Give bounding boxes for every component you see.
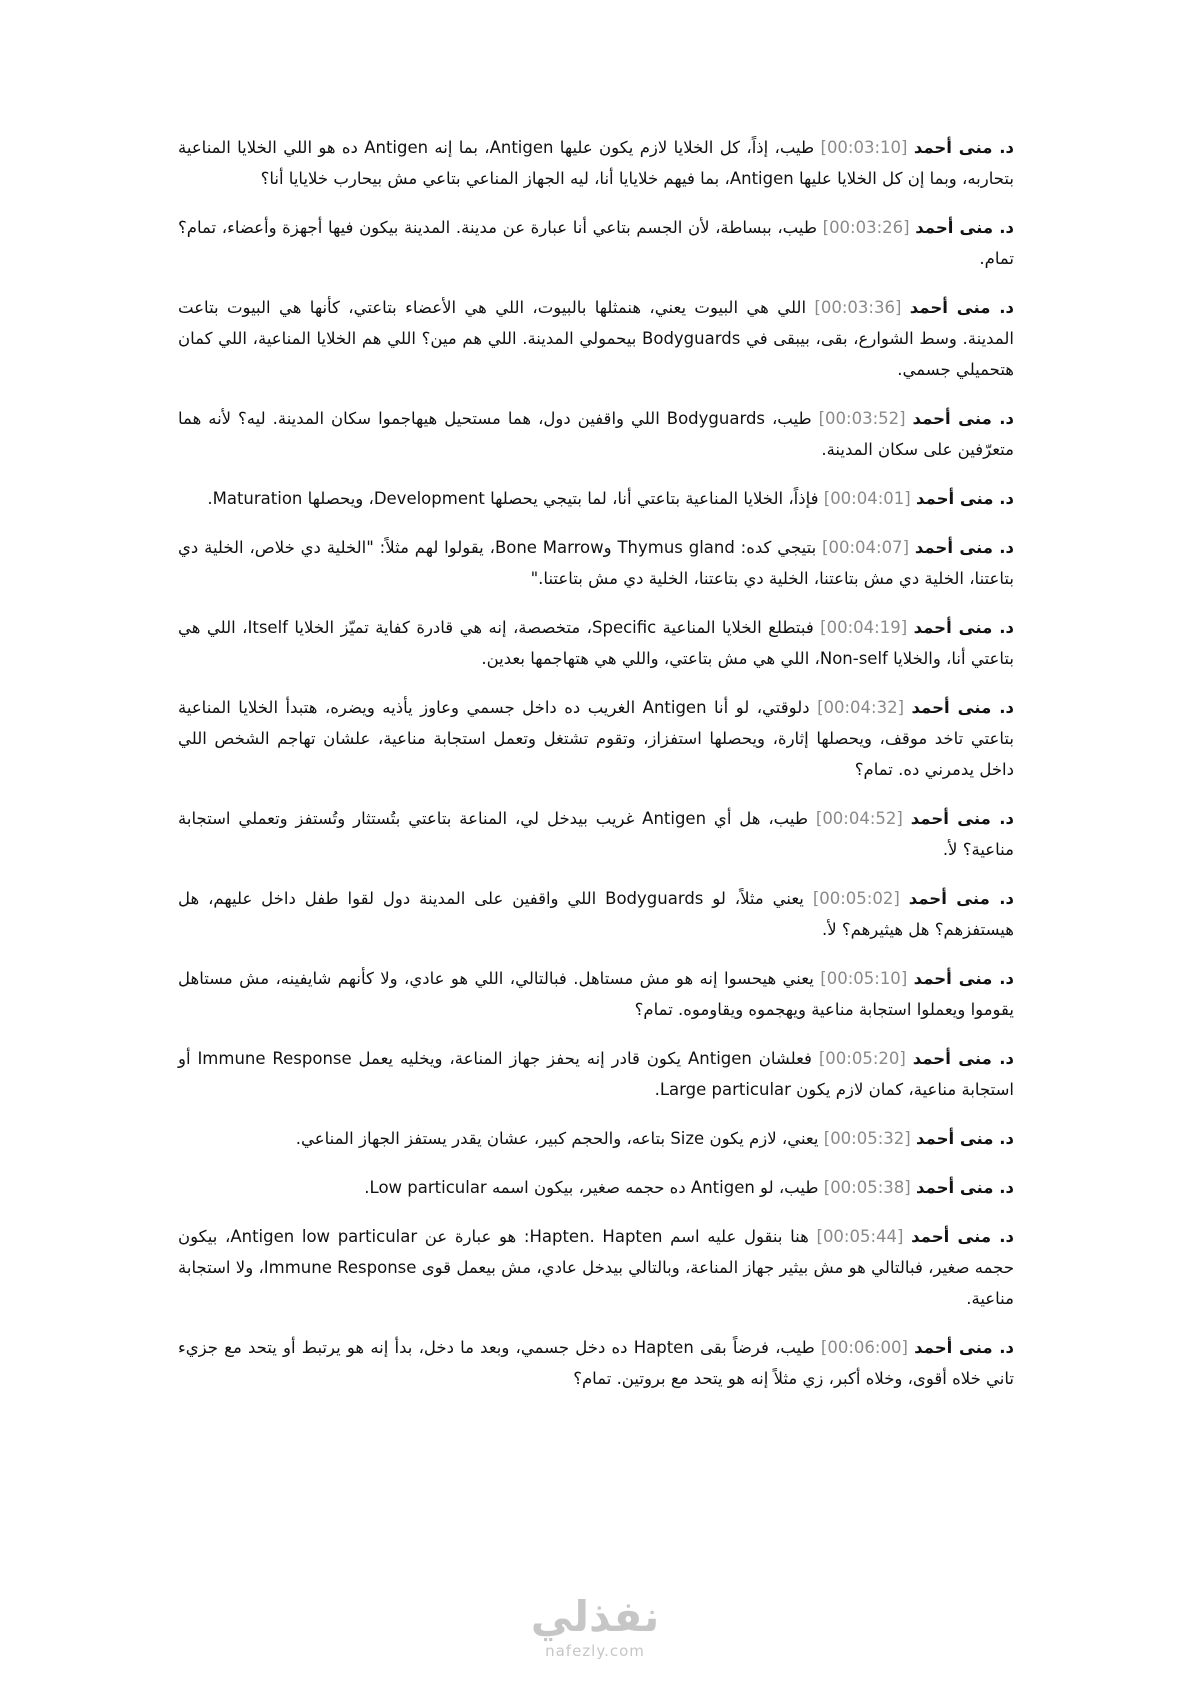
watermark-url: nafezly.com [545, 1642, 645, 1660]
transcript-entry [178, 132, 1014, 194]
transcript-entry [178, 1332, 1014, 1394]
utterance-text: طيب، هل أي Antigen غريب بيدخل لي، المناعة بتاعتي بتُستثار وتُستفز وتعملي استجابة مناعية؟ لأ. [178, 809, 1014, 859]
speaker-name: د. منى أحمد [911, 1227, 1015, 1246]
watermark-logo: نفذلي [530, 1592, 660, 1641]
utterance-text: بتيجي كده: Thymus gland وBone Marrow، يقولوا لهم مثلاً: "الخلية دي خلاص، الخلية دي بتاعتنا، الخلية دي مش بتاعتنا، الخلية دي بتاعتنا، الخلية دي مش بتاعتنا." [178, 538, 1014, 588]
speaker-name: د. منى أحمد [913, 618, 1014, 637]
transcript-entry [178, 1172, 1014, 1203]
utterance-text: اللي هي البيوت يعني، هنمثلها بالبيوت، اللي هي الأعضاء بتاعتي، كأنها هي البيوت بتاعت المدينة. وسط الشوارع، بقى، بيبقى في Bodyguards بيحمولي المدينة. اللي هم مين؟ اللي هم الخلايا المناعية، اللي كمان هتحميلي جسمي. [178, 298, 1014, 379]
timestamp: [00:05:38] [823, 1178, 911, 1197]
speaker-name: د. منى أحمد [912, 409, 1014, 428]
timestamp: [00:05:44] [816, 1227, 904, 1246]
transcript [178, 132, 1014, 1412]
timestamp: [00:03:10] [820, 138, 908, 157]
timestamp: [00:04:07] [822, 538, 909, 557]
timestamp: [00:04:01] [823, 489, 911, 508]
utterance-text: يعني، لازم يكون Size بتاعه، والحجم كبير، عشان يقدر يستفز الجهاز المناعي. [295, 1129, 819, 1148]
timestamp: [00:03:36] [814, 298, 902, 317]
speaker-name: د. منى أحمد [909, 298, 1015, 317]
transcript-entry [178, 212, 1014, 274]
timestamp: [00:03:52] [818, 409, 906, 428]
transcript-entry [178, 692, 1014, 785]
timestamp: [00:04:19] [820, 618, 908, 637]
timestamp: [00:06:00] [820, 1338, 908, 1357]
transcript-entry [178, 612, 1014, 674]
speaker-name: د. منى أحمد [913, 138, 1014, 157]
watermark [0, 1592, 1190, 1672]
utterance-text: طيب، إذاً، كل الخلايا لازم يكون عليها Antigen، بما إنه Antigen ده هو اللي الخلايا المناعية بتحاربه، وبما إن كل الخلايا عليها Antigen، بما فيهم خلايايا أنا، ليه الجهاز المناعي بتاعي مش بيحارب خلايايا أنا؟ [178, 138, 1014, 188]
timestamp: [00:04:32] [817, 698, 905, 717]
utterance-text: يعني مثلاً، لو Bodyguards اللي واقفين على المدينة دول لقوا طفل داخل عليهم، هل هيستفزهم؟ هل هيثيرهم؟ لأ. [178, 889, 1014, 939]
speaker-name: د. منى أحمد [912, 1049, 1014, 1068]
timestamp: [00:05:20] [818, 1049, 906, 1068]
speaker-name: د. منى أحمد [908, 889, 1015, 908]
speaker-name: د. منى أحمد [915, 489, 1014, 508]
timestamp: [00:05:10] [820, 969, 908, 988]
utterance-text: طيب، لو Antigen ده حجمه صغير، بيكون اسمه Low particular. [364, 1178, 819, 1197]
transcript-entry [178, 403, 1014, 465]
transcript-entry [178, 1123, 1014, 1154]
transcript-entry [178, 292, 1014, 385]
speaker-name: د. منى أحمد [915, 218, 1014, 237]
speaker-name: د. منى أحمد [911, 698, 1015, 717]
timestamp: [00:05:32] [823, 1129, 911, 1148]
transcript-entry [178, 883, 1014, 945]
utterance-text: طيب، فرضاً بقى Hapten ده دخل جسمي، وبعد ما دخل، بدأ إنه هو يرتبط أو يتحد مع جزيء تاني خلاه أقوى، وخلاه أكبر، زي مثلاً إنه هو يتحد مع بروتين. تمام؟ [178, 1338, 1014, 1388]
timestamp: [00:04:52] [815, 809, 903, 828]
transcript-entry [178, 532, 1014, 594]
speaker-name: د. منى أحمد [914, 1338, 1015, 1357]
utterance-text: فإذاً، الخلايا المناعية بتاعتي أنا، لما بتيجي يحصلها Development، ويحصلها Maturation. [207, 489, 819, 508]
speaker-name: د. منى أحمد [914, 538, 1015, 557]
utterance-text: طيب، Bodyguards اللي واقفين دول، هما مستحيل هيهاجموا سكان المدينة. ليه؟ لأنه هما متعرّفين على سكان المدينة. [178, 409, 1014, 459]
utterance-text: فبتطلع الخلايا المناعية Specific، متخصصة، إنه هي قادرة كفاية تميّز الخلايا Itself، اللي هي بتاعتي أنا، والخلايا Non-self، اللي هي مش بتاعتي، واللي هي هتهاجمها بعدين. [178, 618, 1014, 668]
utterance-text: فعلشان Antigen يكون قادر إنه يحفز جهاز المناعة، ويخليه يعمل Immune Response أو استجابة مناعية، كمان لازم يكون Large particular. [178, 1049, 1014, 1099]
utterance-text: دلوقتي، لو أنا Antigen الغريب ده داخل جسمي وعاوز يأذيه ويضره، هتبدأ الخلايا المناعية بتاعتي تاخد موقف، ويحصلها إثارة، ويحصلها استفزاز، وتقوم تشتغل وتعمل استجابة مناعية، علشان تهاجم الشخص اللي داخل يدمرني ده. تمام؟ [178, 698, 1014, 779]
transcript-entry [178, 803, 1014, 865]
utterance-text: طيب، ببساطة، لأن الجسم بتاعي أنا عبارة عن مدينة. المدينة بيكون فيها أجهزة وأعضاء، تمام؟ تمام. [178, 218, 1014, 268]
timestamp: [00:03:26] [822, 218, 910, 237]
utterance-text: هنا بنقول عليه اسم Hapten. Hapten: هو عبارة عن Antigen low particular، بيكون حجمه صغير، فبالتالي هو مش بيثير جهاز المناعة، وبالتالي بيدخل عادي، مش بيعمل قوى Immune Response، ولا استجابة مناعية. [178, 1227, 1015, 1308]
transcript-entry [178, 1043, 1014, 1105]
speaker-name: د. منى أحمد [910, 809, 1014, 828]
timestamp: [00:05:02] [812, 889, 900, 908]
speaker-name: د. منى أحمد [915, 1129, 1014, 1148]
transcript-entry [178, 483, 1014, 514]
speaker-name: د. منى أحمد [915, 1178, 1014, 1197]
transcript-entry [178, 963, 1014, 1025]
utterance-text: يعني هيحسوا إنه هو مش مستاهل. فبالتالي، اللي هو عادي، ولا كأنهم شايفينه، مش مستاهل يقوموا ويعملوا استجابة مناعية ويهجموه ويقاوموه. تمام؟ [178, 969, 1014, 1019]
transcript-entry [178, 1221, 1014, 1314]
speaker-name: د. منى أحمد [913, 969, 1015, 988]
